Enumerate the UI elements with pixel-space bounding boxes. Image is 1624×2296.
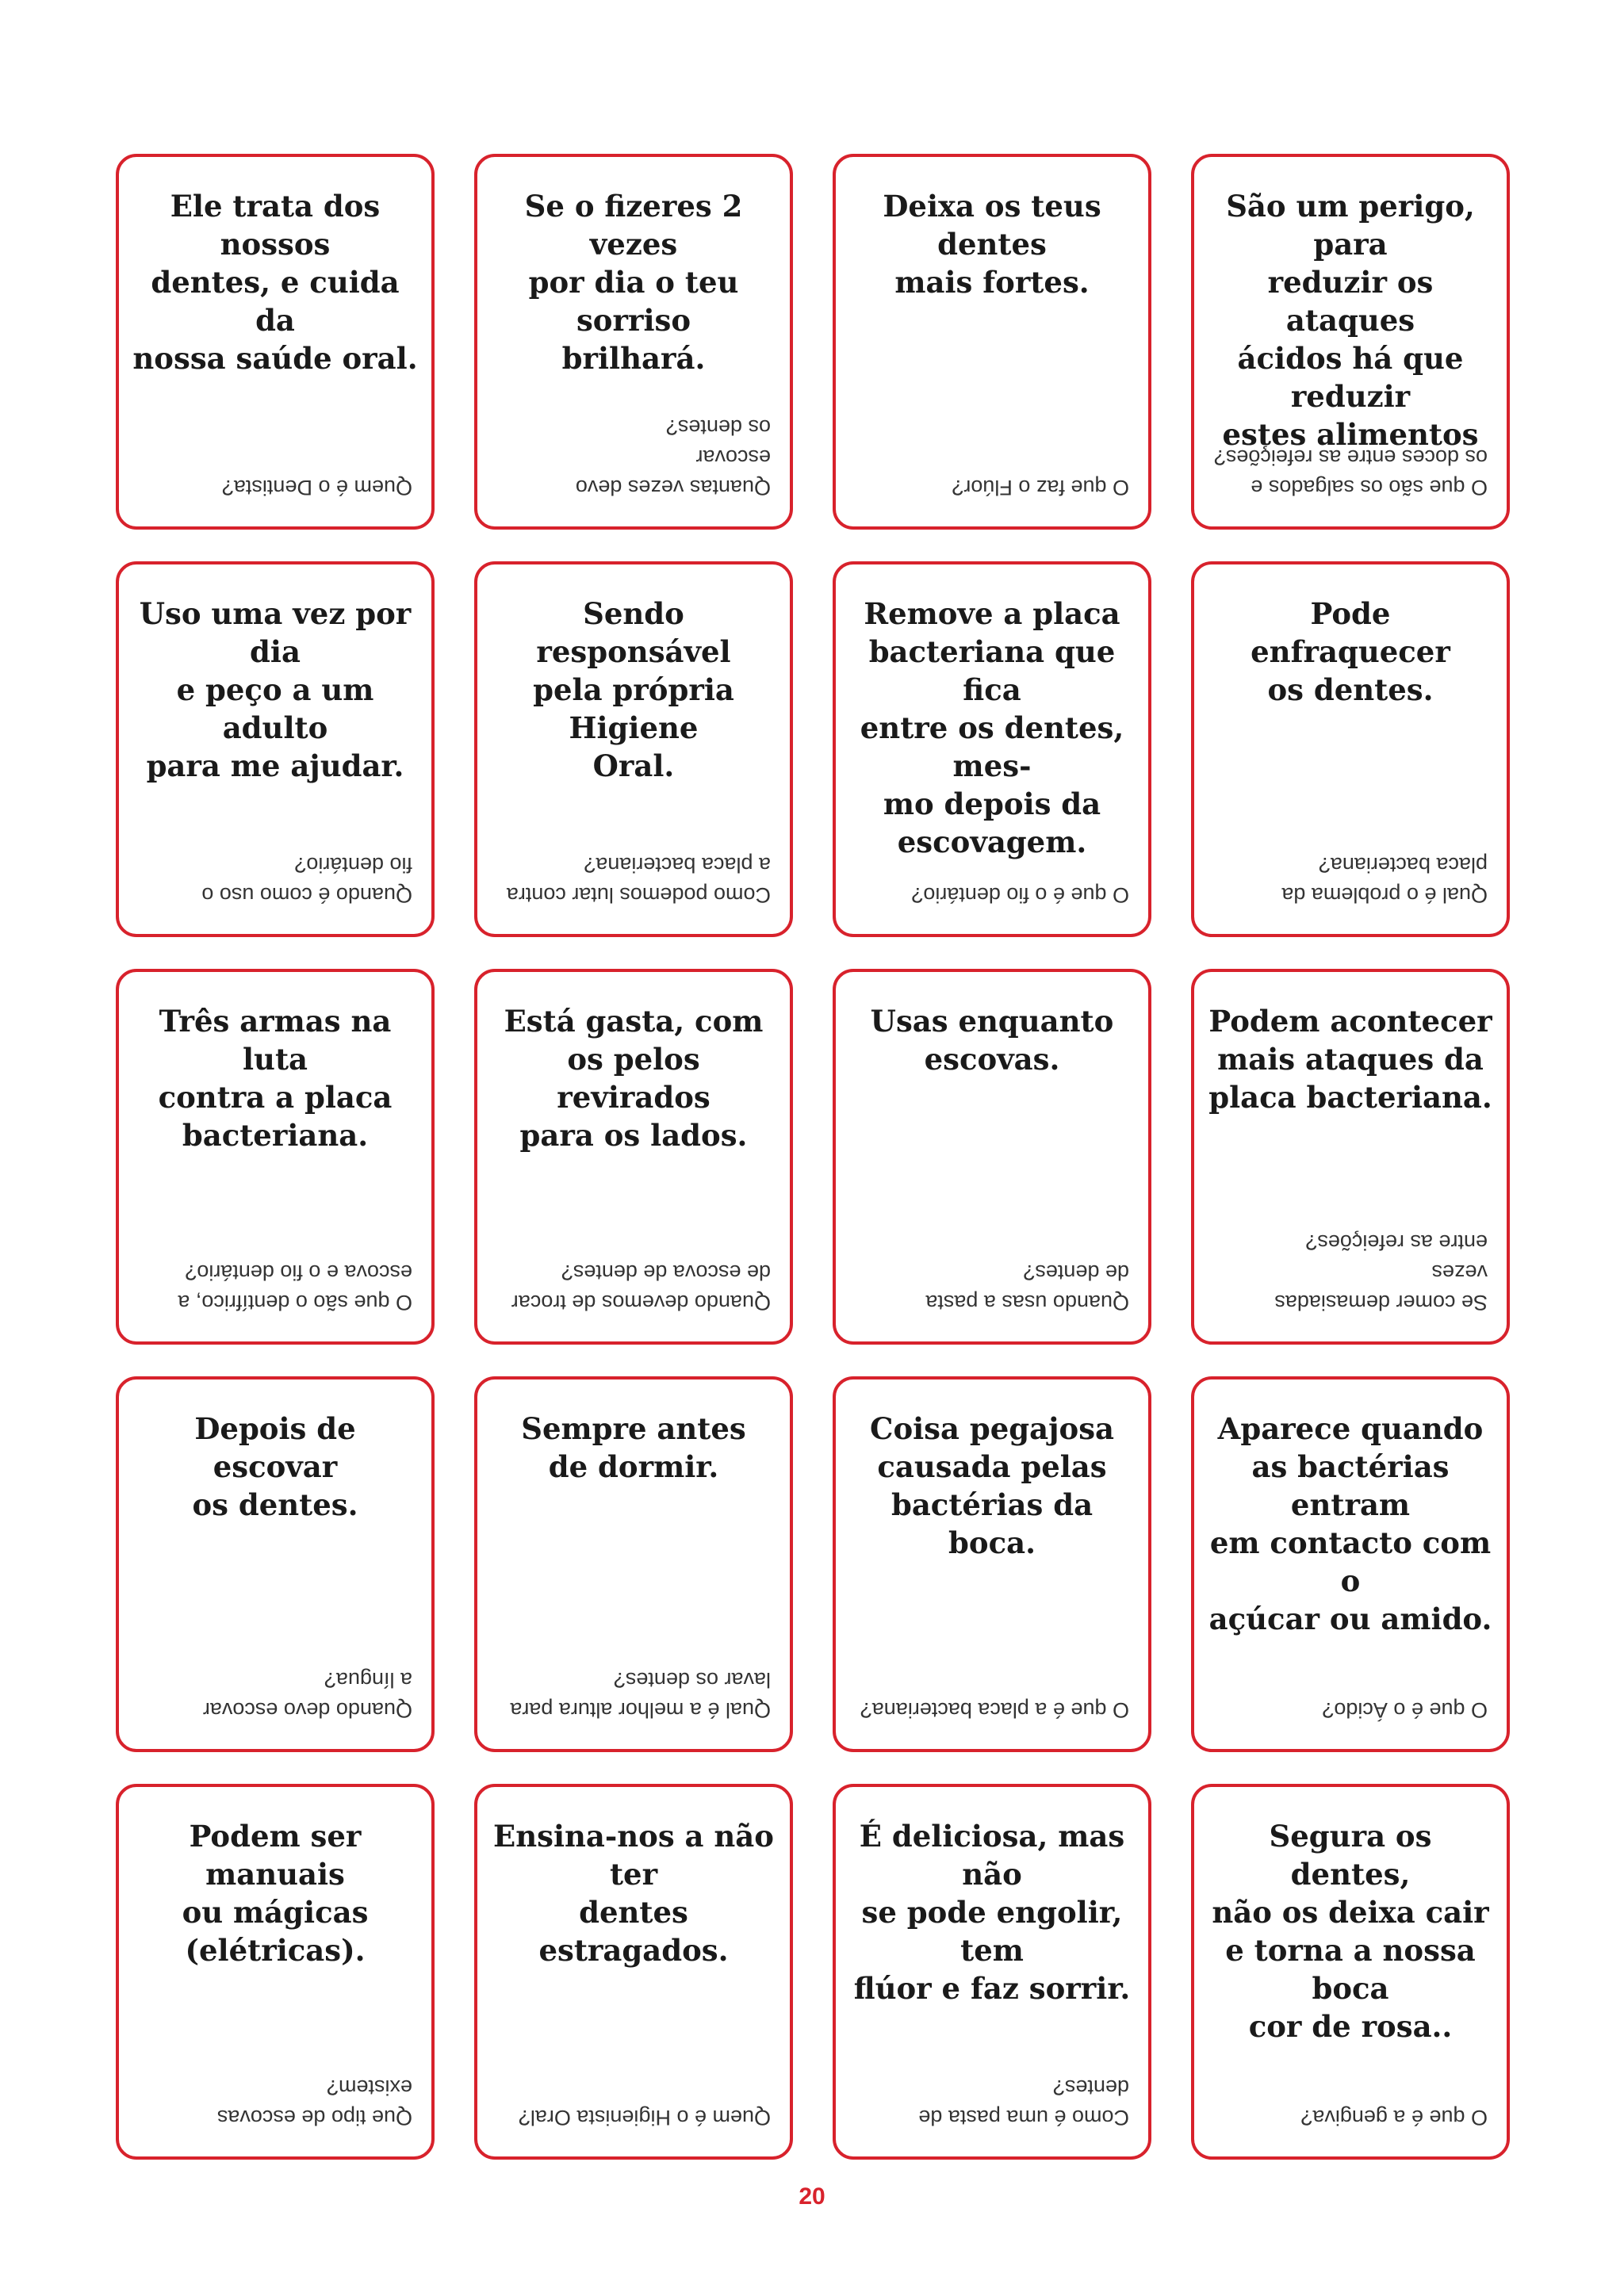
card — [474, 561, 793, 937]
card — [474, 969, 793, 1345]
card-question: Coisa pegajosa causada pelas bactérias da boca. — [870, 1411, 1114, 1560]
card-question: Pode enfraquecer os dentes. — [1251, 596, 1450, 707]
card-question: Segura os dentes, não os deixa cair e torna a nossa boca cor de rosa.. — [1212, 1819, 1489, 2044]
card-question: Ensina-nos a não ter dentes estragados. — [493, 1819, 774, 1968]
card-answer-upside-down: O que são o dentífrico, a escova e o fio dentário? — [178, 1261, 412, 1314]
card-answer-upside-down: Se comer demasiadas vezes entre as refeições? — [1274, 1230, 1488, 1314]
card-answer-upside-down: Quando usas a pasta de dentes? — [925, 1261, 1129, 1314]
card-answer-upside-down: Quem é o Higienista Oral? — [518, 2106, 771, 2130]
card — [1191, 1376, 1510, 1752]
card-question: Sempre antes de dormir. — [521, 1411, 746, 1484]
card-answer-upside-down: O que é a placa bacteriana? — [860, 1698, 1129, 1722]
card-question: Se o fizeres 2 vezes por dia o teu sorriso brilhará. — [524, 189, 743, 376]
card-question: Três armas na luta contra a placa bacteriana. — [158, 1004, 393, 1153]
card — [833, 154, 1151, 530]
card — [833, 1376, 1151, 1752]
card-question: É deliciosa, mas não se pode engolir, tem flúor e faz sorrir. — [853, 1819, 1131, 2006]
card-answer-upside-down: Como podemos lutar contra a placa bacteriana? — [506, 853, 771, 907]
card-answer-upside-down: O que é a gengiva? — [1300, 2106, 1488, 2130]
card-question: Podem acontecer mais ataques da placa bacteriana. — [1208, 1004, 1492, 1115]
card-question: Está gasta, com os pelos revirados para os lados. — [504, 1004, 764, 1153]
card — [833, 561, 1151, 937]
card-answer-upside-down: O que faz o Flúor? — [952, 476, 1129, 499]
card — [1191, 1784, 1510, 2160]
card-answer-upside-down: Que tipo de escovas existem? — [216, 2076, 412, 2130]
card-answer-upside-down: O que é o Ácido? — [1322, 1698, 1488, 1722]
card-answer-upside-down: O que são os salgados e os doces entre as refeições? — [1213, 446, 1488, 499]
card — [116, 154, 435, 530]
card-answer-upside-down: Quando devemos de trocar de escova de dentes? — [511, 1261, 771, 1314]
card — [1191, 561, 1510, 937]
card-answer-upside-down: Como é uma pasta de dentes? — [918, 2076, 1129, 2130]
page-number: 20 — [799, 2183, 825, 2210]
card — [474, 1376, 793, 1752]
card-question: Ele trata dos nossos dentes, e cuida da nossa saúde oral. — [132, 189, 418, 376]
card-answer-upside-down: Quem é o Dentista? — [221, 476, 412, 499]
card — [1191, 969, 1510, 1345]
card-question: São um perigo, para reduzir os ataques ácidos há que reduzir estes alimentos — [1222, 189, 1479, 452]
card — [116, 1784, 435, 2160]
card-grid — [116, 154, 1510, 2160]
card-question: Podem ser manuais ou mágicas (elétricas). — [182, 1819, 369, 1968]
card — [1191, 154, 1510, 530]
card-question: Usas enquanto escovas. — [870, 1004, 1114, 1077]
card-answer-upside-down: Quando é como uso o fio dentário? — [201, 853, 412, 907]
card-question: Depois de escovar os dentes. — [192, 1411, 358, 1522]
card — [474, 1784, 793, 2160]
card — [833, 969, 1151, 1345]
card-question: Aparece quando as bactérias entram em contacto com o açúcar ou amido. — [1208, 1411, 1492, 1636]
card-answer-upside-down: Quantas vezes devo escovar os dentes? — [575, 415, 771, 499]
card-answer-upside-down: Quando devo escovar a língua? — [202, 1668, 412, 1722]
card — [474, 154, 793, 530]
card-answer-upside-down: O que é o fio dentário? — [911, 883, 1129, 907]
card-question: Uso uma vez por dia e peço a um adulto para me ajudar. — [139, 596, 412, 783]
card-question: Remove a placa bacteriana que fica entre os dentes, mes- mo depois da escovagem. — [860, 596, 1124, 859]
card — [833, 1784, 1151, 2160]
card-question: Sendo responsável pela própria Higiene Oral. — [533, 596, 734, 783]
card — [116, 1376, 435, 1752]
card-answer-upside-down: Qual é o problema da placa bacteriana? — [1281, 853, 1488, 907]
card-answer-upside-down: Qual é a melhor altura para lavar os dentes? — [510, 1668, 771, 1722]
card — [116, 561, 435, 937]
card — [116, 969, 435, 1345]
card-question: Deixa os teus dentes mais fortes. — [883, 189, 1101, 300]
